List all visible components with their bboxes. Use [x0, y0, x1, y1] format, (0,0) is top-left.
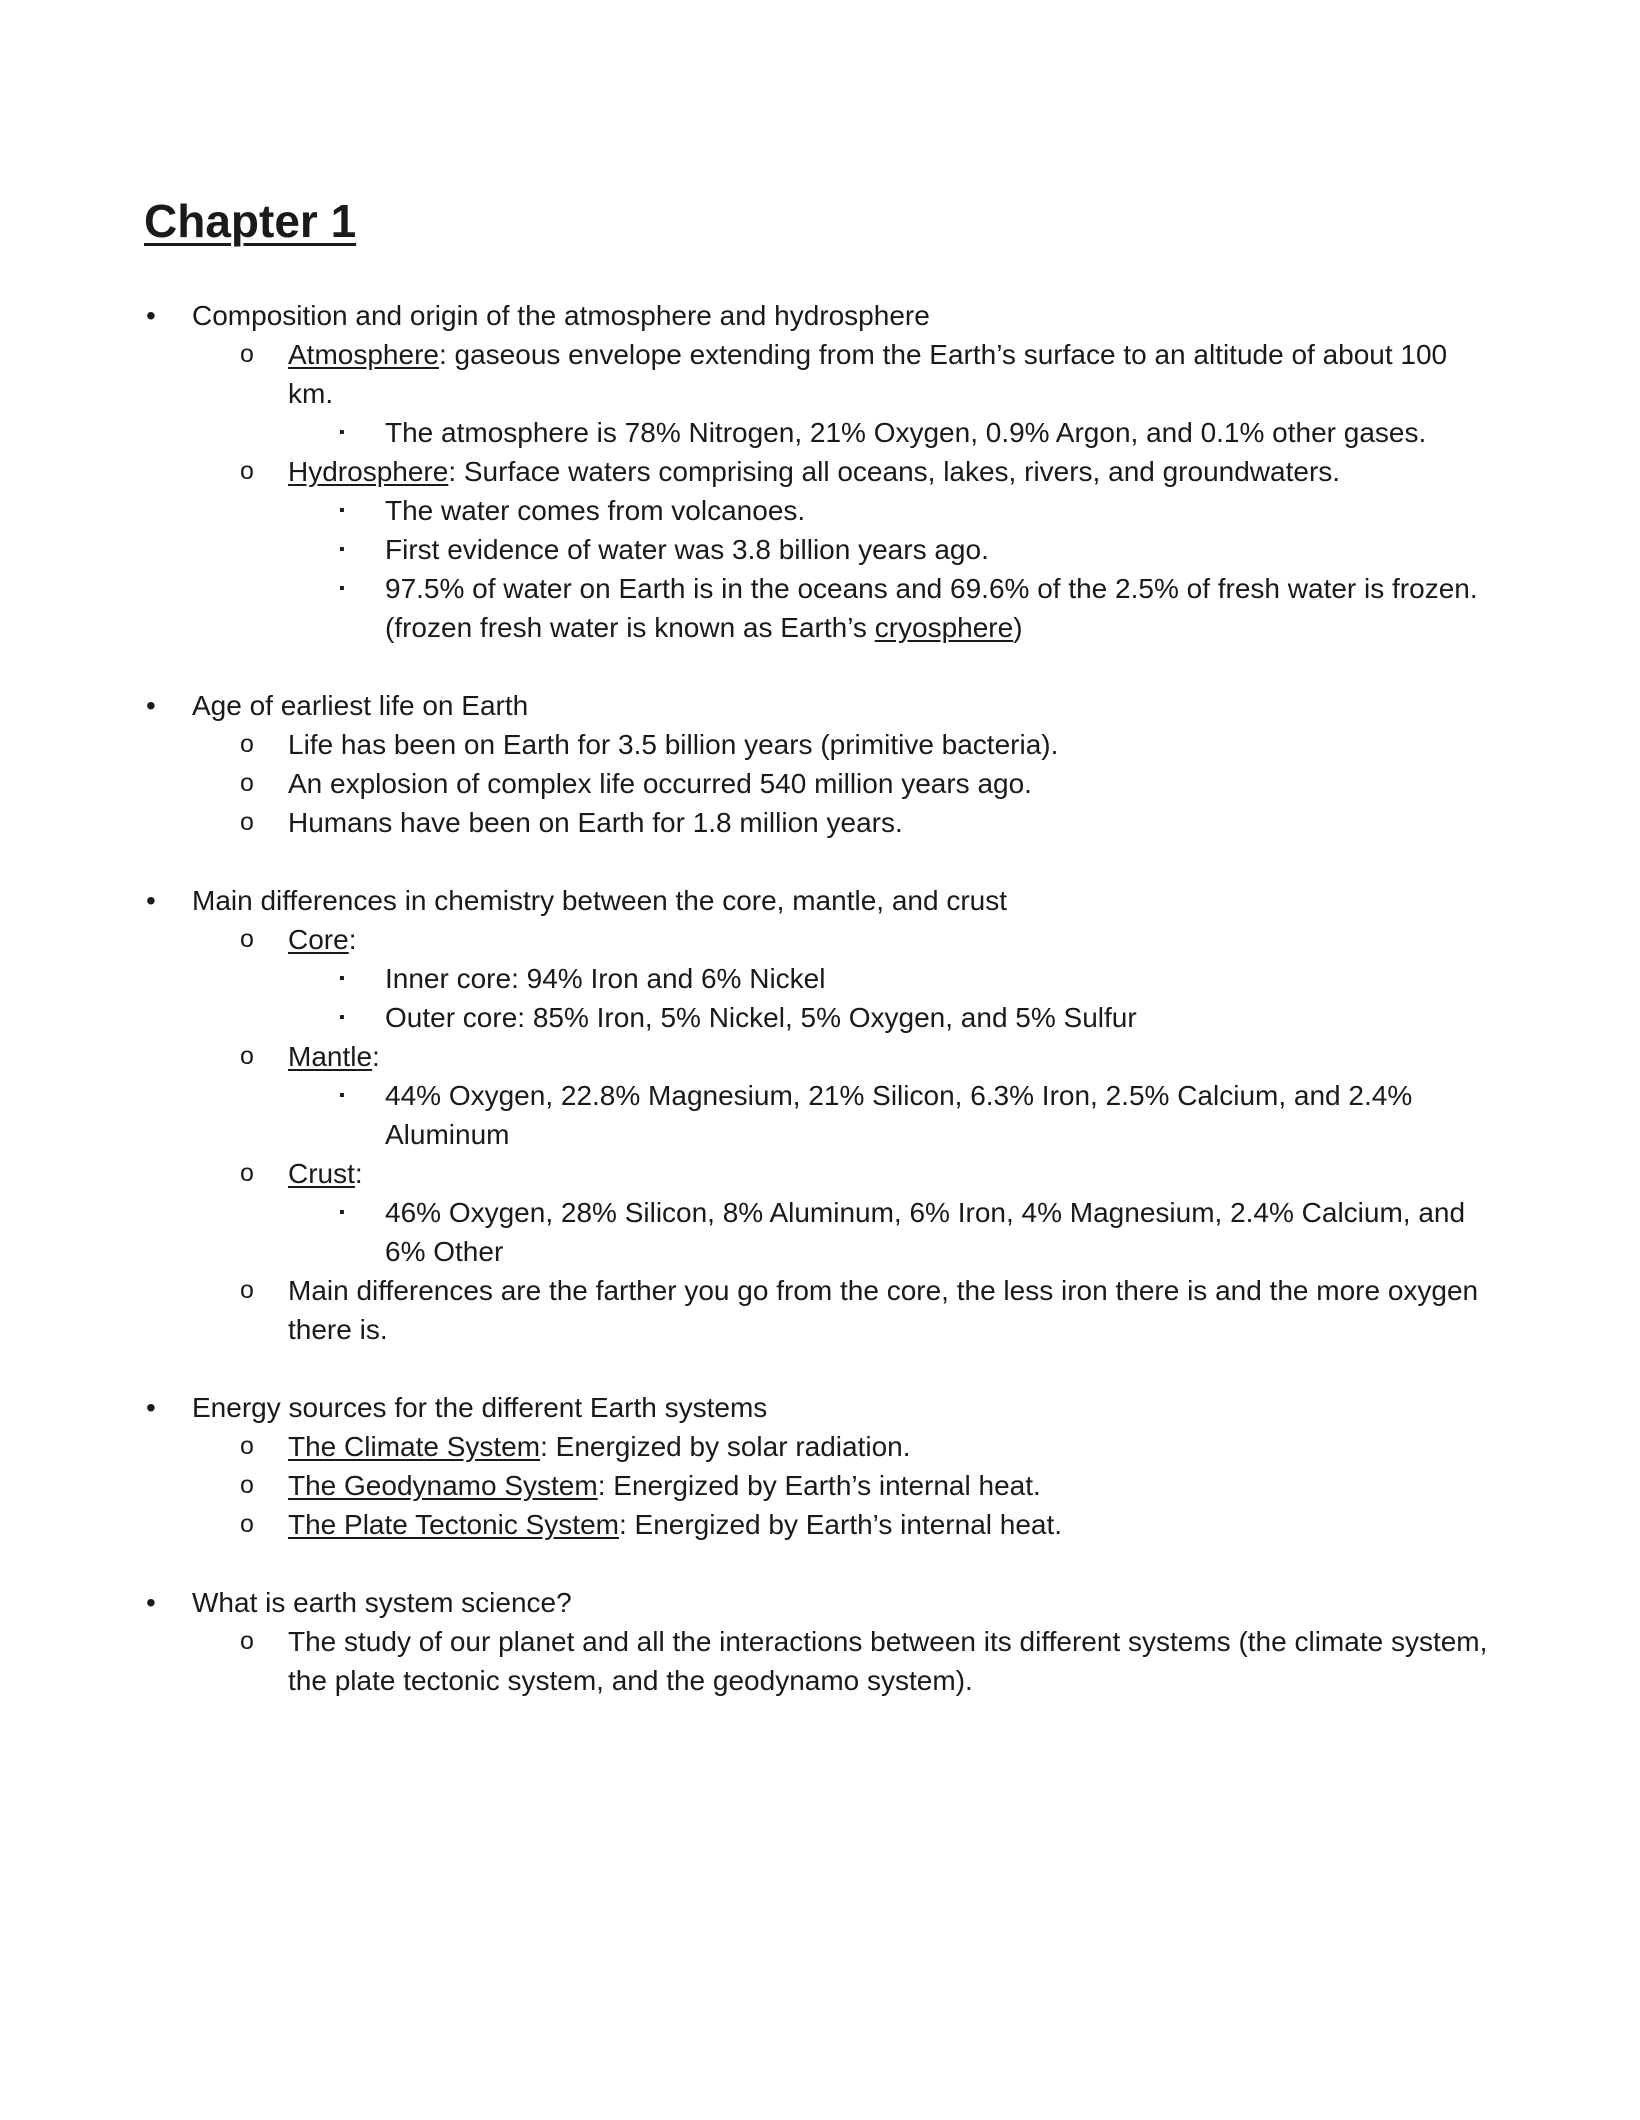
bullet-square-icon: ▪ — [339, 1204, 345, 1221]
bullet-item — [0, 1583, 1492, 1622]
definition-hydrosphere: : Surface waters comprising all oceans, lakes, rivers, and groundwaters. — [448, 456, 1341, 487]
bullet-circle-icon: o — [240, 1159, 254, 1187]
sub-bullet-item — [0, 452, 1488, 491]
detail-text: The water comes from volcanoes. — [385, 495, 806, 526]
bullet-square-icon: ▪ — [339, 1087, 345, 1104]
detail-item — [0, 959, 1485, 998]
bullet-square-icon: ▪ — [339, 424, 345, 441]
bullet-dot-icon: • — [146, 690, 156, 721]
bullet-circle-icon: o — [240, 1276, 254, 1304]
item-text: : Energized by Earth’s internal heat. — [618, 1509, 1063, 1540]
bullet-square-icon: ▪ — [339, 970, 345, 987]
bullet-square-icon: ▪ — [339, 502, 345, 519]
item-text: : Energized by solar radiation. — [540, 1431, 911, 1462]
sub-bullet-item — [0, 1505, 1488, 1544]
detail-item — [0, 491, 1485, 530]
term-climate-system: The Climate System — [288, 1431, 541, 1462]
sub-bullet-item — [0, 1271, 1488, 1349]
section-heading: Energy sources for the different Earth systems — [192, 1392, 768, 1423]
detail-text: 44% Oxygen, 22.8% Magnesium, 21% Silicon, 6.3% Iron, 2.5% Calcium, and 2.4% Aluminum — [385, 1080, 1413, 1150]
detail-text-end: ) — [1013, 612, 1023, 643]
item-text: The study of our planet and all the interactions between its different systems (the climate system, the plate tectonic system, and the geodynamo system). — [288, 1626, 1488, 1696]
sub-bullet-item — [0, 1037, 1488, 1076]
sub-bullet-item — [0, 335, 1488, 413]
section-earth-system-science — [0, 1583, 1640, 1700]
detail-text: 46% Oxygen, 28% Silicon, 8% Aluminum, 6% Iron, 4% Magnesium, 2.4% Calcium, and 6% Other — [385, 1197, 1466, 1267]
term-cryosphere: cryosphere — [874, 612, 1014, 643]
bullet-item — [0, 686, 1492, 725]
detail-text: First evidence of water was 3.8 billion years ago. — [385, 534, 989, 565]
section-core-mantle-crust — [0, 881, 1640, 1349]
term-plate-tectonic-system: The Plate Tectonic System — [288, 1509, 619, 1540]
detail-text: Inner core: 94% Iron and 6% Nickel — [385, 963, 826, 994]
term-colon: : — [372, 1041, 380, 1072]
detail-item — [0, 530, 1485, 569]
sub-bullet-item — [0, 1427, 1488, 1466]
detail-item — [0, 998, 1485, 1037]
term-colon: : — [354, 1158, 363, 1189]
sub-bullet-item — [0, 1466, 1488, 1505]
section-atmosphere-hydrosphere — [0, 296, 1640, 647]
bullet-dot-icon: • — [146, 1392, 156, 1423]
item-text: An explosion of complex life occurred 540 million years ago. — [288, 768, 1032, 799]
section-energy-sources — [0, 1388, 1640, 1544]
bullet-item — [0, 881, 1492, 920]
bullet-circle-icon: o — [240, 1627, 254, 1655]
term-core: Core — [288, 924, 349, 955]
bullet-circle-icon: o — [240, 1042, 254, 1070]
term-crust: Crust — [288, 1158, 355, 1189]
bullet-circle-icon: o — [240, 925, 254, 953]
detail-text: Outer core: 85% Iron, 5% Nickel, 5% Oxygen, and 5% Sulfur — [385, 1002, 1137, 1033]
bullet-circle-icon: o — [240, 1510, 254, 1538]
definition-atmosphere: : gaseous envelope extending from the Earth’s surface to an altitude of about 100 km. — [288, 339, 1448, 409]
notes-outline — [0, 296, 1640, 1739]
item-text: : Energized by Earth’s internal heat. — [597, 1470, 1041, 1501]
detail-item — [0, 1076, 1485, 1154]
term-hydrosphere: Hydrosphere — [288, 456, 449, 487]
bullet-circle-icon: o — [240, 808, 254, 836]
bullet-item — [0, 296, 1492, 335]
section-heading: Age of earliest life on Earth — [192, 690, 529, 721]
bullet-circle-icon: o — [240, 340, 254, 368]
detail-text: 97.5% of water on Earth is in the oceans and 69.6% of the 2.5% of fresh water is frozen. (frozen fresh water is known as Earth’s — [385, 573, 1478, 643]
sub-bullet-item — [0, 764, 1488, 803]
bullet-circle-icon: o — [240, 457, 254, 485]
bullet-circle-icon: o — [240, 1471, 254, 1499]
detail-item — [0, 1193, 1485, 1271]
section-heading: Main differences in chemistry between the core, mantle, and crust — [192, 885, 1007, 916]
term-geodynamo-system: The Geodynamo System — [288, 1470, 598, 1501]
bullet-item — [0, 1388, 1492, 1427]
chapter-title: Chapter 1 — [144, 195, 357, 247]
bullet-square-icon: ▪ — [339, 580, 345, 597]
bullet-circle-icon: o — [240, 1432, 254, 1460]
sub-bullet-item — [0, 1622, 1488, 1700]
section-heading: Composition and origin of the atmosphere and hydrosphere — [192, 300, 930, 331]
bullet-square-icon: ▪ — [339, 541, 345, 558]
detail-text: The atmosphere is 78% Nitrogen, 21% Oxygen, 0.9% Argon, and 0.1% other gases. — [385, 417, 1427, 448]
bullet-dot-icon: • — [146, 885, 156, 916]
item-text: Life has been on Earth for 3.5 billion years (primitive bacteria). — [288, 729, 1059, 760]
detail-item — [0, 413, 1485, 452]
bullet-circle-icon: o — [240, 730, 254, 758]
bullet-circle-icon: o — [240, 769, 254, 797]
section-earliest-life — [0, 686, 1640, 842]
section-heading: What is earth system science? — [192, 1587, 572, 1618]
sub-bullet-item — [0, 803, 1488, 842]
bullet-dot-icon: • — [146, 1587, 156, 1618]
sub-bullet-item — [0, 725, 1488, 764]
item-text: Main differences are the farther you go from the core, the less iron there is and the more oxygen there is. — [288, 1275, 1479, 1345]
sub-bullet-item — [0, 1154, 1488, 1193]
bullet-square-icon: ▪ — [339, 1009, 345, 1026]
term-colon: : — [348, 924, 357, 955]
sub-bullet-item — [0, 920, 1488, 959]
term-atmosphere: Atmosphere — [288, 339, 439, 370]
term-mantle: Mantle — [288, 1041, 373, 1072]
bullet-dot-icon: • — [146, 300, 156, 331]
item-text: Humans have been on Earth for 1.8 million years. — [288, 807, 903, 838]
detail-item — [0, 569, 1485, 647]
